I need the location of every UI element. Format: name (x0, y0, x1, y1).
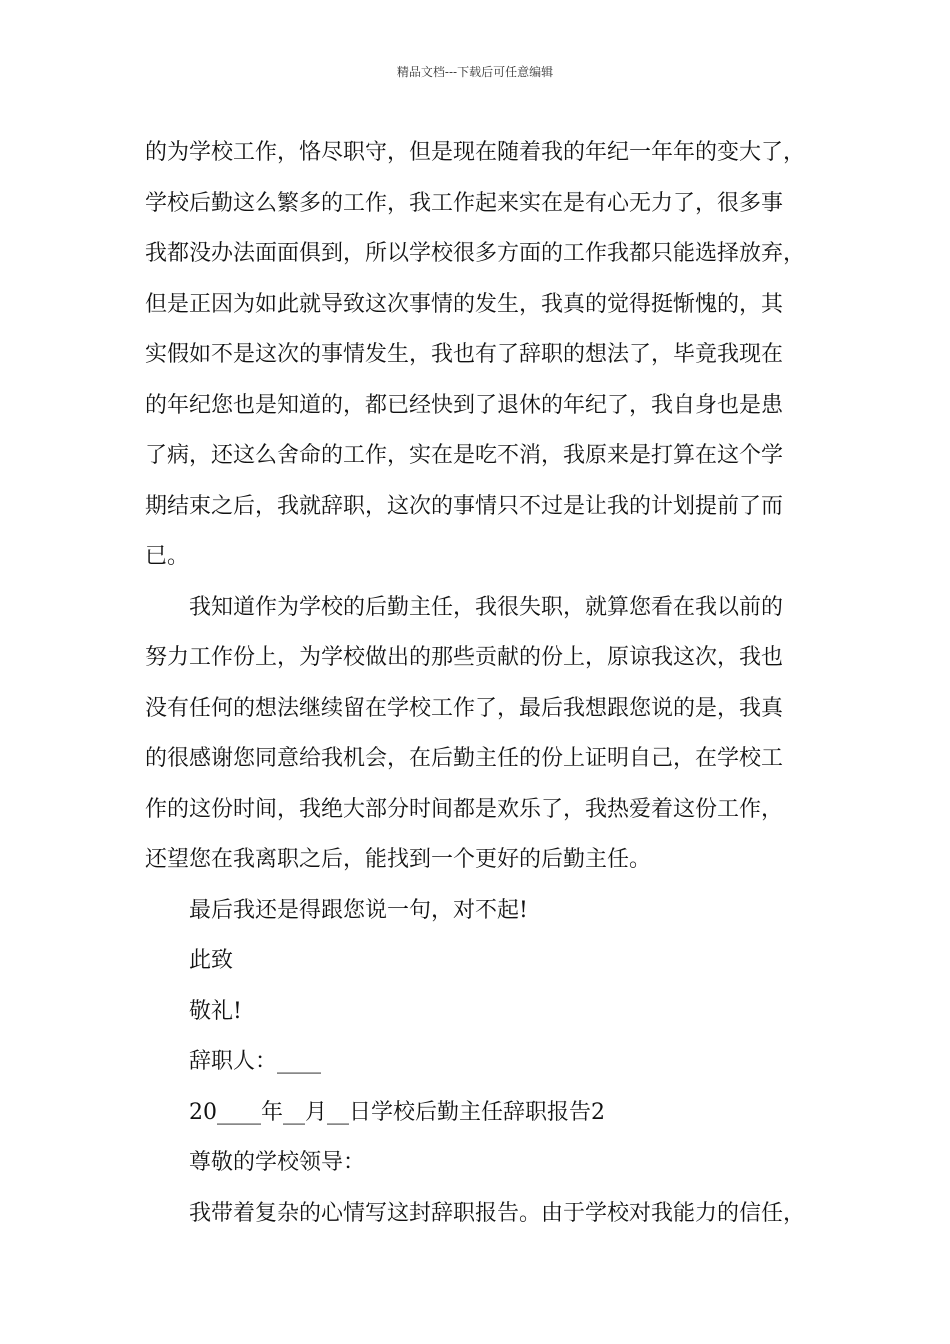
body-line: 我都没办法面面俱到，所以学校很多方面的工作我都只能选择放弃， (145, 241, 806, 266)
body-line: 的为学校工作，恪尽职守，但是现在随着我的年纪一年年的变大了， (145, 140, 806, 165)
salutation-line: 敬礼! (189, 998, 242, 1024)
page-header: 精品文档---下载后可任意编辑 (396, 65, 554, 79)
paragraph-start-line: 我带着复杂的心情写这封辞职报告。由于学校对我能力的信任， (189, 1200, 806, 1226)
body-line: 了病，还这么舍命的工作，实在是吃不消，我原来是打算在这个学 (145, 443, 784, 468)
paragraph-start-line: 我知道作为学校的后勤主任，我很失职，就算您看在我以前的 (189, 594, 784, 620)
salutation-line: 此致 (189, 948, 234, 973)
body-line: 但是正因为如此就导致这次事情的发生，我真的觉得挺惭愧的，其 (145, 291, 784, 317)
body-line: 实假如不是这次的事情发生，我也有了辞职的想法了，毕竟我现在 (145, 342, 784, 367)
body-line: 的年纪您也是知道的，都已经快到了退休的年纪了，我自身也是患 (145, 392, 784, 418)
closing-line: 最后我还是得跟您说一句，对不起! (189, 897, 528, 923)
date-title-line: 20____年__月__日学校后勤主任辞职报告2 (189, 1099, 605, 1125)
body-line: 已。 (145, 544, 190, 569)
body-line: 没有任何的想法继续留在学校工作了，最后我想跟您说的是，我真 (145, 695, 784, 721)
body-line: 学校后勤这么繁多的工作，我工作起来实在是有心无力了，很多事 (145, 190, 784, 216)
body-line: 作的这份时间，我绝大部分时间都是欢乐了，我热爱着这份工作， (145, 796, 784, 822)
body-line: 期结束之后，我就辞职，这次的事情只不过是让我的计划提前了而 (145, 493, 784, 519)
body-line: 的很感谢您同意给我机会，在后勤主任的份上证明自己，在学校工 (145, 746, 784, 771)
greeting-line: 尊敬的学校领导： (189, 1150, 366, 1175)
document-body (145, 128, 825, 1239)
body-line: 努力工作份上，为学校做出的那些贡献的份上，原谅我这次，我也 (145, 645, 784, 670)
body-line: 还望您在我离职之后，能找到一个更好的后勤主任。 (145, 847, 652, 872)
signature-line: 辞职人：____ (189, 1049, 322, 1074)
